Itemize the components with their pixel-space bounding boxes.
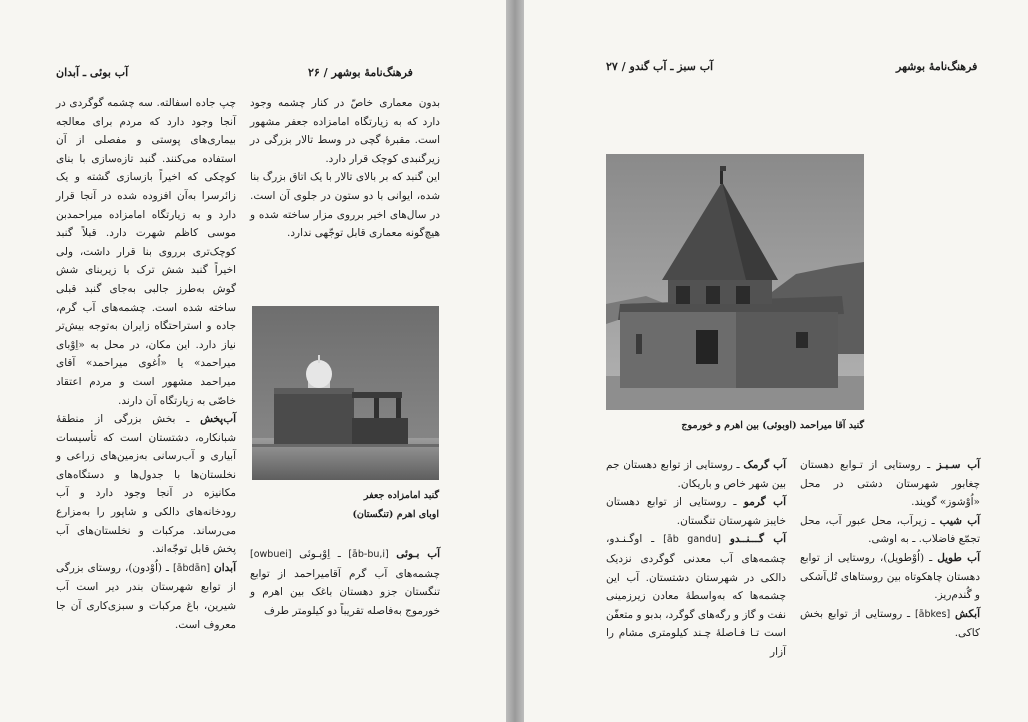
- caption-line: اوبای اهرم (تنگستان): [352, 509, 439, 520]
- entry-transliteration: [āb-bu,i]: [348, 549, 389, 560]
- entry-body: ـ روستایی از توابع بخش کاکی.: [800, 607, 980, 640]
- paragraph: چپ جاده اسفالته. سه چشمه گوگردی در آنجا وجود دارد که مردم برای معالجه بیماری‌های پوستی و مفصلی از آن استفاده می‌کنند. گنبد تازه‌سازی با بنای کوچکی که اخیراً بازسازی گشته و یک زائرسرا به‌آن افزوده شده در آنجا قرار دارد و به زیارتگاه امامزاده میراحمدبن موسی کاظم شهرت دارد. قبلاً گنبد کوچک‌تری برروی بنا قرار داشت، ولی اخیراً گنبد شش ترک با زیربنای شش گوش به‌طرز جالبی به‌جای گنبد قبلی ساخته شده است. چشمه‌های آب گرم، جاده و استراحتگاه زایران به‌توجه بیش‌تر نیاز دارد. این مکان، در محل به «اِوْبای میراحمد» یا «اُغوی میراحمد» آقای میراحمد مشهور است و مردم اعتقاد خاصّی به زیارتگاه آن دارند.: [56, 97, 236, 407]
- entry-body: ـ روستایی از توابع دهستان خایبز شهرستان تنگستان.: [606, 496, 786, 527]
- right-page-header-right: فرهنگ‌نامهٔ بوشهر: [896, 60, 978, 73]
- left-page-header-right: ۲۶ / فرهنگ‌نامهٔ بوشهر: [308, 66, 413, 79]
- entry-ab-bui: [250, 545, 440, 620]
- entry-headword: آب شیب: [939, 514, 980, 527]
- entry-body: ـ روستایی از توابع دهستان جم بین شهر خاص و باریکان.: [606, 459, 786, 490]
- entry-headword: آبکش: [954, 607, 981, 620]
- right-page: [524, 0, 1028, 722]
- entry-headword: آب‌پخش: [200, 413, 237, 426]
- entry-body: ـ زیرآب، محل عبور آب، محل تجمّع فاضلاب. ـ به اوشی.: [800, 514, 980, 546]
- entry-headword: آب گـــنــدو: [729, 533, 787, 546]
- entry-headword: آب گرمک: [743, 459, 786, 471]
- paragraph: این گنبد که بر بالای تالار با یک اتاق بزرگ بنا شده، ایوانی با دو ستون در جلوی آن است. در سال‌های اخیر برروی مزار ساخته شده و هیچ‌گونه معماری قابل توجّهی ندارد.: [250, 171, 440, 240]
- entry-headword: آب بـوئی: [396, 548, 441, 560]
- entry-headword: آب طویل: [937, 551, 980, 564]
- entry-headword: آب سـبـز: [936, 459, 980, 471]
- paragraph: بدون معماری خاصّ در کنار چشمه وجود دارد که به زیارتگاه امامزاده جعفر مشهور است. مقبرهٔ گچی در وسط تالار بزرگی در زیرگنبدی کوچک قرار دارد.: [250, 97, 440, 165]
- entry-transliteration: [ābdān]: [172, 562, 211, 574]
- left-page-col-right-text: [250, 94, 440, 243]
- entry-body: ـ بخش بزرگی از منطقهٔ شبانکاره، دشتستان است که تأسیسات آبیاری و آب‌رسانی به‌زمین‌های زراعی و نخلستان‌ها با جدول‌ها و دستگاه‌های مکانیزه در آنجا وجود دارد و آب رودخانه‌های دالکی و شاپور را به‌مزارع می‌رساند. مرکبات و نخلستان‌های آب پخش قابل توجّه‌اند.: [56, 413, 236, 556]
- book-gutter: [506, 0, 524, 722]
- left-page-header-left: آب بوئی ـ آبدان: [56, 66, 129, 79]
- right-page-header-left: آب سبز ـ آب گندو / ۲۷: [606, 60, 714, 73]
- entry-headword: آب گرمو: [743, 496, 786, 509]
- left-page-col-left-text: [56, 94, 236, 634]
- shrine-photo-caption: گنبد آقا میراحمد (اوبوئی) بین اهرم و خورموج: [681, 420, 864, 431]
- right-page-col-right-text: [800, 456, 980, 643]
- entry-body: ـ اوگـنـدو، چشمه‌های آب معدنی گوگردی نزدیک دالکی در شهرستان دشتستان. آب این چشمه‌ها که به‌واسطهٔ معادن زیرزمینی نفت و گاز و رگه‌های گوگرد، بدبو و متعفّن است تـا فـاصلهٔ چـند کیلومتری مشام را آزار: [606, 533, 786, 658]
- entry-transliteration: [āb gandu]: [663, 534, 721, 546]
- entry-headword: آبدان: [214, 561, 237, 574]
- shrine-photo-aqa-mirahmad: [606, 154, 864, 410]
- entry-transliteration: [ābkes]: [914, 608, 951, 620]
- shrine-photo-caption: [252, 486, 439, 524]
- entry-body: ـ (اُوْدون)، روستای بزرگی از توابع شهرستان بندر دیر است آب شیرین، باغ مرکبات و سبزی‌کاری آن جا معروف است.: [56, 561, 236, 631]
- left-page: [0, 0, 506, 722]
- caption-line: گنبد امامزاده جعفر: [363, 490, 439, 501]
- entry-body: ـ (اُوْطویل)، روستایی از توابع دهستان چاهکوتاه بین روستاهای تُل‌آشکی و گُندم‌ریز.: [800, 551, 980, 602]
- entry-variant: ـ اِوْبـوئی: [299, 548, 341, 560]
- entry-transliteration: [owbuei]: [250, 549, 292, 560]
- entry-body: چشمه‌های آب گرم آقامیراحمد از توابع تنگستان جزو دهستان باغک بین اهرم و خورموج به‌فاصله تقریباً دو کیلومتر طرف: [250, 567, 440, 617]
- entry-body: ـ روستایی از تـوابع دهستان چغابور شهرستان دشتی در محل «اُوْشوز» گویند.: [800, 459, 980, 509]
- shrine-photo-imamzadeh-jafar: [252, 306, 439, 480]
- right-page-col-left-text: [606, 456, 786, 662]
